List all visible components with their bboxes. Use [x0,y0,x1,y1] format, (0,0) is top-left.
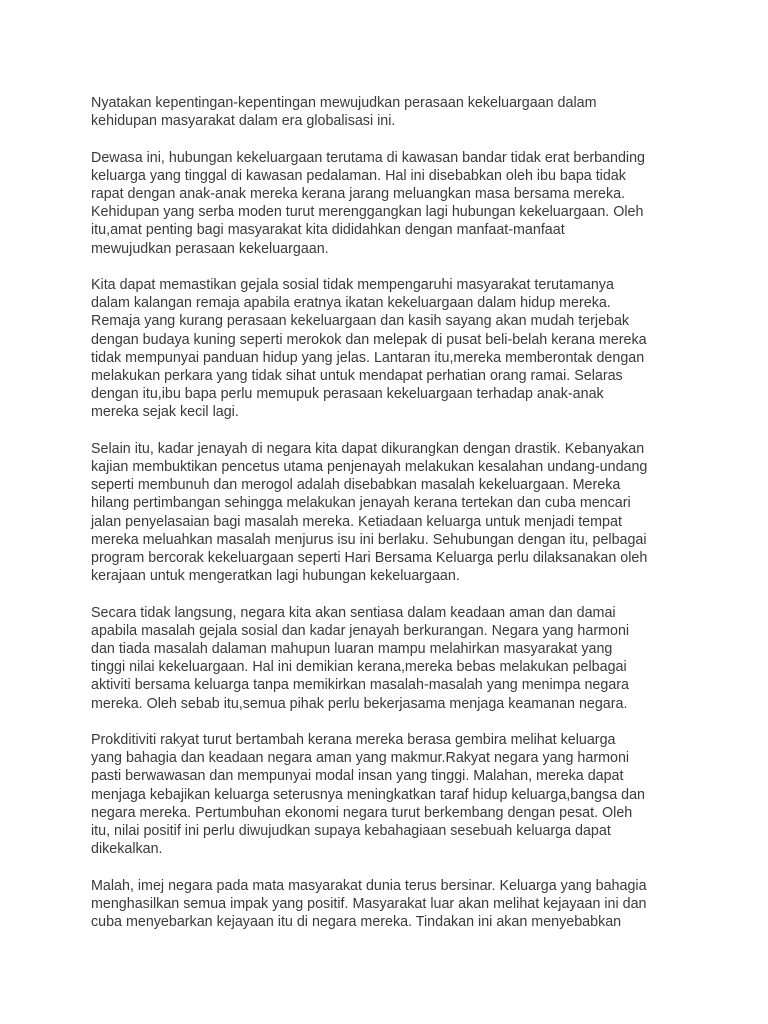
text-line: dan tiada masalah dalaman mahupun luaran mampu melahirkan masyarakat yang [91,641,613,658]
text-line: dengan budaya kuning seperti merokok dan melepak di pusat beli-belah kerana mereka [91,331,647,348]
text-line: itu,amat penting bagi masyarakat kita dididahkan dengan manfaat-manfaat [91,222,565,239]
text-line: melakukan perkara yang tidak sihat untuk mendapat perhatian orang ramai. Selaras [91,368,623,385]
document-page [91,94,691,949]
text-line: seperti membunuh dan merogol adalah disebabkan masalah kekeluargaan. Mereka [91,477,621,494]
text-line: pasti berwawasan dan mempunyai modal insan yang tinggi. Malahan, mereka dapat [91,768,624,785]
text-line: kehidupan masyarakat dalam era globalisasi ini. [91,113,396,130]
text-line: Kita dapat memastikan gejala sosial tidak mempengaruhi masyarakat terutamanya [91,277,614,293]
question-paragraph [91,94,691,130]
text-line: hilang pertimbangan sehingga melakukan jenayah kerana tertekan dan cuba mencari [91,495,631,512]
text-line: kerajaan untuk mengeratkan lagi hubungan kekeluargaan. [91,568,460,585]
body-paragraph-5 [91,731,691,858]
text-line: cuba menyebarkan kejayaan itu di negara mereka. Tindakan ini akan menyebabkan [91,914,622,931]
text-line: Nyatakan kepentingan-kepentingan mewujudkan perasaan kekeluargaan dalam [91,95,597,111]
text-line: mereka sejak kecil lagi. [91,404,239,421]
text-line: mewujudkan perasaan kekeluargaan. [91,240,329,257]
text-line: rapat dengan anak-anak mereka kerana jarang meluangkan masa bersama mereka. [91,186,626,202]
text-line: Dewasa ini, hubungan kekeluargaan terutama di kawasan bandar tidak erat berbanding [91,149,645,166]
text-line: program bercorak kekeluargaan seperti Hari Bersama Keluarga perlu dilaksanakan oleh [91,550,648,567]
body-paragraph-2 [91,276,691,422]
text-line: aktiviti bersama keluarga tanpa memikirkan masalah-masalah yang menimpa negara [91,677,629,694]
text-line: Prokditiviti rakyat turut bertambah kerana mereka berasa gembira melihat keluarga [91,732,616,749]
text-line: menjaga kebajikan keluarga seterusnya meningkatkan taraf hidup keluarga,bangsa dan [91,786,645,803]
body-paragraph-4 [91,604,691,713]
text-line: Secara tidak langsung, negara kita akan sentiasa dalam keadaan aman dan damai [91,604,616,621]
text-line: Selain itu, kadar jenayah di negara kita dapat dikurangkan dengan drastik. Kebanyakan [91,440,645,457]
text-line: kajian membuktikan pencetus utama penjenayah melakukan kesalahan undang-undang [91,459,648,476]
body-paragraph-1 [91,149,691,258]
text-line: dengan itu,ibu bapa perlu memupuk perasaan kekeluargaan terhadap anak-anak [91,386,604,403]
text-line: Kehidupan yang serba moden turut merenggangkan lagi hubungan kekeluargaan. Oleh [91,204,644,221]
text-line: tinggi nilai kekeluargaan. Hal ini demikian kerana,mereka bebas melakukan pelbagai [91,659,627,676]
text-line: itu, nilai positif ini perlu diwujudkan supaya kebahagiaan sesebuah keluarga dapat [91,823,611,840]
body-paragraph-3 [91,440,691,586]
text-line: dalam kalangan remaja apabila eratnya ikatan kekeluargaan dalam hidup mereka. [91,295,611,312]
text-line: menghasilkan semua impak yang positif. Masyarakat luar akan melihat kejayaan ini dan [91,895,647,912]
text-line: mereka. Oleh sebab itu,semua pihak perlu bekerjasama menjaga keamanan negara. [91,695,628,712]
text-line: jalan penyelasaian bagi masalah mereka. Ketiadaan keluarga untuk menjadi tempat [91,513,622,530]
text-line: keluarga yang tinggal di kawasan pedalaman. Hal ini disebabkan oleh ibu bapa tidak [91,167,626,184]
text-line: dikekalkan. [91,841,163,858]
body-paragraph-6 [91,877,691,932]
text-line: apabila masalah gejala sosial dan kadar jenayah berkurangan. Negara yang harmoni [91,622,630,639]
text-line: Remaja yang kurang perasaan kekeluargaan dan kasih sayang akan mudah terjebak [91,313,630,330]
text-line: mereka meluahkan masalah menjurus isu ini berlaku. Sehubungan dengan itu, pelbagai [91,531,647,548]
text-line: negara mereka. Pertumbuhan ekonomi negara turut berkembang dengan pesat. Oleh [91,804,633,821]
text-line: Malah, imej negara pada mata masyarakat dunia terus bersinar. Keluarga yang bahagia [91,877,647,894]
text-line: yang bahagia dan keadaan negara aman yang makmur.Rakyat negara yang harmoni [91,750,630,767]
text-line: tidak mempunyai panduan hidup yang jelas. Lantaran itu,mereka memberontak dengan [91,349,645,366]
